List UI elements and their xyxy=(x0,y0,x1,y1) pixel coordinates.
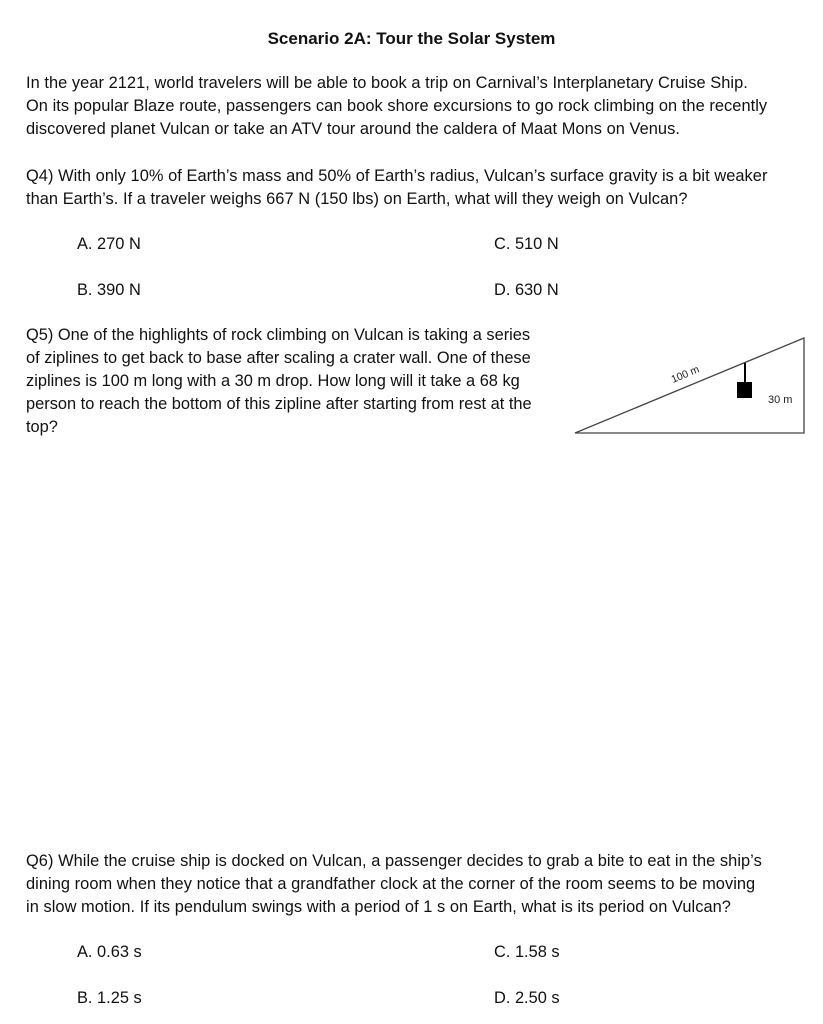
q5-line: person to reach the bottom of this zipline after starting from rest at the xyxy=(26,395,532,413)
q4-option-a: A. 270 N xyxy=(77,235,141,253)
q6-question xyxy=(26,850,816,919)
q4-option-d: D. 630 N xyxy=(494,281,559,299)
q4-line: Q4) With only 10% of Earth’s mass and 50% of Earth’s radius, Vulcan’s surface gravity is a bit weaker xyxy=(26,167,768,185)
zipline-diagram xyxy=(570,330,810,440)
q6-option-d: D. 2.50 s xyxy=(494,989,560,1007)
scenario-title: Scenario 2A: Tour the Solar System xyxy=(267,29,556,48)
q5-line: Q5) One of the highlights of rock climbing on Vulcan is taking a series xyxy=(26,326,531,344)
q6-line: in slow motion. If its pendulum swings with a period of 1 s on Earth, what is its period on Vulcan? xyxy=(26,898,731,916)
hypotenuse-label: 100 m xyxy=(669,363,702,386)
intro-line: In the year 2121, world travelers will be able to book a trip on Carnival’s Interplanetary Cruise Ship. xyxy=(26,74,748,92)
intro-line: discovered planet Vulcan or take an ATV tour around the caldera of Maat Mons on Venus. xyxy=(26,120,680,138)
q6-option-b: B. 1.25 s xyxy=(77,989,142,1007)
climber-block xyxy=(737,382,752,398)
intro-paragraph xyxy=(26,72,816,141)
q5-line: top? xyxy=(26,418,58,436)
q4-line: than Earth’s. If a traveler weighs 667 N (150 lbs) on Earth, what will they weigh on Vulcan? xyxy=(26,190,688,208)
incline-triangle xyxy=(575,338,804,433)
q5-line: of ziplines to get back to base after scaling a crater wall. One of these xyxy=(26,349,531,367)
height-label: 30 m xyxy=(768,394,793,406)
q6-option-c: C. 1.58 s xyxy=(494,943,560,961)
q4-option-b: B. 390 N xyxy=(77,281,141,299)
q4-question xyxy=(26,165,816,211)
intro-line: On its popular Blaze route, passengers can book shore excursions to go rock climbing on the recently xyxy=(26,97,768,115)
q4-option-c: C. 510 N xyxy=(494,235,559,253)
q6-line: Q6) While the cruise ship is docked on Vulcan, a passenger decides to grab a bite to eat in the ship’s xyxy=(26,852,762,870)
q5-line: ziplines is 100 m long with a 30 m drop. How long will it take a 68 kg xyxy=(26,372,520,390)
q6-line: dining room when they notice that a grandfather clock at the corner of the room seems to be moving xyxy=(26,875,756,893)
q5-question xyxy=(26,324,586,439)
q6-option-a: A. 0.63 s xyxy=(77,943,142,961)
